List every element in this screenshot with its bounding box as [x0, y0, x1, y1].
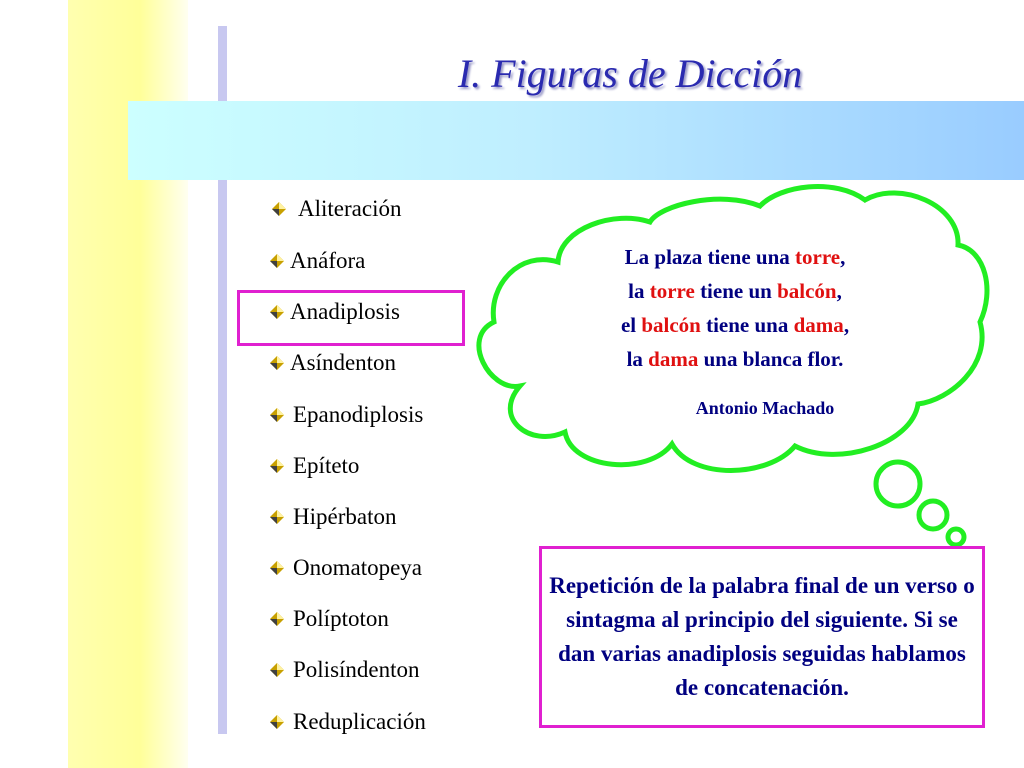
list-item-label: Políptoton: [293, 606, 389, 631]
poem-fragment: tiene un: [694, 279, 778, 303]
list-item-label: Anáfora: [290, 248, 366, 273]
list-item-label: Hipérbaton: [293, 504, 397, 529]
list-item-label: Polisíndenton: [293, 657, 420, 682]
poem-emphasis: torre: [649, 279, 695, 303]
poem-fragment: la: [628, 279, 650, 303]
poem-emphasis: balcón: [641, 313, 701, 337]
poem-fragment: ,: [836, 279, 842, 303]
poem-emphasis: dama: [648, 347, 699, 371]
list-item-label: Epíteto: [293, 453, 360, 478]
list-item-label: Epanodiplosis: [293, 402, 424, 427]
poem-fragment: una blanca flor.: [698, 347, 844, 371]
poem-fragment: el: [620, 313, 642, 337]
poem-emphasis: dama: [793, 313, 844, 337]
list-item-label: Anadiplosis: [290, 299, 400, 324]
poem-fragment: ,: [843, 313, 850, 337]
poem-text: [545, 240, 925, 376]
slide-title: I. Figuras de Dicción: [457, 51, 803, 96]
poem-line-3: [545, 308, 925, 342]
poem-emphasis: torre: [795, 245, 841, 269]
list-item-label: Reduplicación: [293, 709, 426, 734]
poem-fragment: tiene una: [700, 313, 794, 337]
poem-line-1: [545, 240, 925, 274]
poem-line-4: [545, 342, 925, 376]
definition-text: Repetición de la palabra final de un verso o sintagma al principio del siguiente. Si se dan varias anadiplosis seguidas hablamos de concatenación.: [549, 573, 975, 700]
list-item-label: Aliteración: [298, 196, 402, 221]
poem-fragment: la: [626, 347, 649, 371]
poem-line-2: [545, 274, 925, 308]
poem-author: Antonio Machado: [695, 398, 835, 418]
poem-fragment: ,: [840, 245, 846, 269]
list-item-label: Onomatopeya: [293, 555, 423, 580]
poem-fragment: La plaza tiene una: [624, 245, 796, 269]
definition-box: [539, 546, 985, 728]
poem-emphasis: balcón: [777, 279, 837, 303]
list-item-label: Asíndenton: [290, 350, 397, 375]
